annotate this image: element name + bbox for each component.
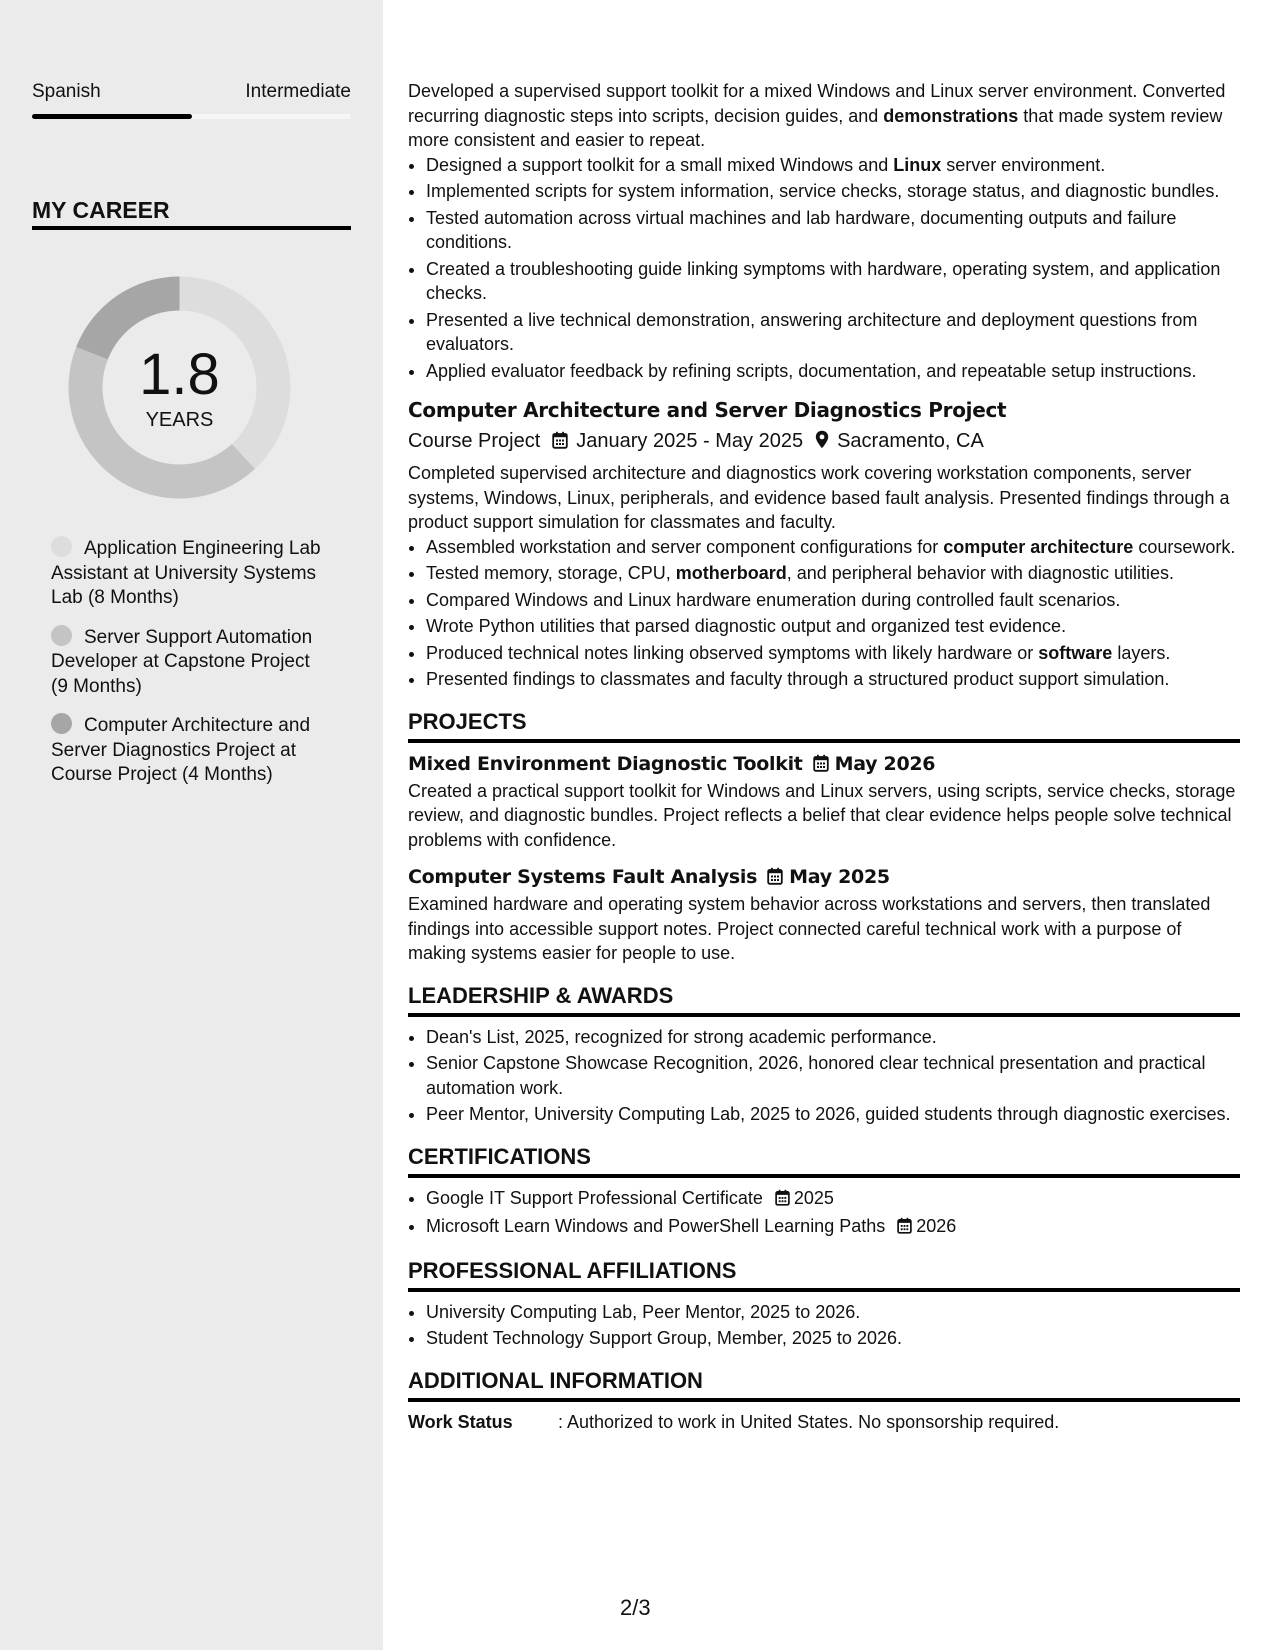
main-content [408, 0, 1240, 1434]
certification-year: 2025 [793, 1187, 834, 1208]
project-name: Computer Systems Fault Analysis [408, 866, 758, 888]
calendar-icon [552, 429, 568, 457]
experience-bullets [408, 153, 1240, 384]
list-item: • University Computing Lab, Peer Mentor, 2025 to 2026. [426, 1300, 1240, 1325]
bullet-item: • Tested automation across virtual machines and lab hardware, documenting outputs and failure conditions. [426, 206, 1240, 255]
bullet-item: • Implemented scripts for system information, service checks, storage status, and diagnostic bundles. [426, 179, 1240, 204]
career-legend-item [51, 713, 331, 788]
text-run: , and peripheral behavior with diagnostic utilities. [786, 563, 1174, 583]
career-legend-label: Application Engineering Lab Assistant at University Systems Lab (8 Months) [51, 538, 321, 608]
project-date: May 2026 [834, 752, 936, 775]
project-description: Created a practical support toolkit for Windows and Linux servers, using scripts, service checks, storage review, and diagnostic bundles. Project reflects a belief that clear evidence helps people solve technical problems with confidence. [408, 780, 1236, 850]
keyword: software [1038, 642, 1113, 663]
affiliations-heading: PROFESSIONAL AFFILIATIONS [408, 1257, 1240, 1292]
keyword: Linux [893, 154, 942, 175]
certification-name: Microsoft Learn Windows and PowerShell Learning Paths [426, 1216, 886, 1236]
language-proficiency-fill [32, 114, 192, 119]
bullet-item [426, 535, 1240, 560]
career-legend-label: Computer Architecture and Server Diagnostics Project at Course Project (4 Months) [51, 715, 311, 785]
certification-year: 2026 [916, 1216, 957, 1236]
map-pin-icon [815, 429, 829, 457]
legend-dot-icon [51, 625, 72, 646]
keyword: computer architecture [943, 536, 1134, 557]
experience-entry-meta [408, 427, 1240, 457]
project-title [408, 864, 1240, 892]
keyword: demonstrations [883, 105, 1019, 126]
bullet-item [426, 561, 1240, 586]
language-proficiency-bar [32, 114, 351, 119]
text-run: server environment. [941, 154, 1106, 175]
bullet-item: • Applied evaluator feedback by refining scripts, documentation, and repeatable setup instructions. [426, 359, 1240, 384]
project-date: May 2025 [789, 866, 890, 888]
list-item: • Dean's List, 2025, recognized for strong academic performance. [426, 1025, 1240, 1050]
affiliations-list [408, 1300, 1240, 1351]
work-status-row [408, 1410, 1240, 1435]
additional-heading: ADDITIONAL INFORMATION [408, 1367, 1240, 1402]
text-run: that made system review more consistent and easier to repeat. [408, 105, 1223, 150]
bullet-item: • Presented a live technical demonstration, answering architecture and deployment questions from evaluators. [426, 308, 1240, 357]
leadership-list [408, 1025, 1240, 1127]
text-run: Designed a support toolkit for a small mixed Windows and [426, 154, 894, 175]
text-run: Produced technical notes linking observed symptoms with likely hardware or [426, 642, 1039, 663]
keyword: motherboard [675, 563, 787, 583]
work-status-value: : Authorized to work in United States. No sponsorship required. [558, 1411, 1060, 1432]
legend-dot-icon [51, 536, 72, 557]
entry-dates: January 2025 - May 2025 [576, 430, 804, 452]
experience-entry-summary: Completed supervised architecture and diagnostics work covering workstation components, server systems, Windows, Linux, peripherals, and evidence based fault analysis. Presented findings through a product support simulation for classmates and faculty. [408, 463, 1230, 532]
language-level: Intermediate [245, 81, 351, 102]
experience-entry-title: Computer Architecture and Server Diagnostics Project [408, 398, 1007, 422]
page-number: 2/3 [620, 1595, 651, 1620]
experience-entry-bullets [408, 535, 1240, 692]
bullet-item [426, 153, 1240, 178]
text-run: layers. [1112, 642, 1171, 663]
career-total-unit: YEARS [145, 409, 214, 431]
project-description: Examined hardware and operating system behavior across workstations and servers, then translated findings into accessible support notes. Project connected careful technical work with a purpose of making systems easier for people to use. [408, 894, 1211, 963]
list-item: • Senior Capstone Showcase Recognition, 2026, honored clear technical presentation and practical automation work. [426, 1051, 1240, 1100]
text-run: Assembled workstation and server component configurations for [426, 536, 944, 557]
bullet-item: • Wrote Python utilities that parsed diagnostic output and organized test evidence. [426, 614, 1240, 639]
certification-item [426, 1186, 1240, 1213]
language-row [32, 80, 351, 104]
calendar-icon [897, 1216, 912, 1241]
list-item: • Student Technology Support Group, Member, 2025 to 2026. [426, 1326, 1240, 1351]
bullet-item: • Presented findings to classmates and faculty through a structured product support simulation. [426, 667, 1240, 692]
work-status-label: Work Status [408, 1411, 513, 1432]
career-heading: MY CAREER [32, 196, 351, 230]
entry-organization: Course Project [408, 430, 541, 452]
entry-location: Sacramento, CA [837, 430, 984, 452]
sidebar [0, 0, 383, 1650]
leadership-heading: LEADERSHIP & AWARDS [408, 982, 1240, 1017]
calendar-icon [767, 866, 783, 892]
project-title [408, 751, 1240, 779]
certifications-list [408, 1186, 1240, 1241]
certification-item [426, 1214, 1240, 1241]
experience-summary [408, 79, 1240, 153]
career-legend-item [51, 625, 331, 700]
language-name: Spanish [32, 81, 101, 102]
bullet-item [426, 641, 1240, 666]
list-item: • Peer Mentor, University Computing Lab, 2025 to 2026, guided students through diagnostic exercises. [426, 1102, 1240, 1127]
career-total-value: 1.8 [139, 342, 220, 407]
projects-heading: PROJECTS [408, 708, 1240, 743]
certification-name: Google IT Support Professional Certificate [426, 1187, 763, 1208]
calendar-icon [813, 753, 829, 779]
legend-dot-icon [51, 713, 72, 734]
career-legend-label: Server Support Automation Developer at Capstone Project (9 Months) [51, 626, 313, 697]
bullet-item: • Created a troubleshooting guide linking symptoms with hardware, operating system, and application checks. [426, 257, 1240, 306]
bullet-item: • Compared Windows and Linux hardware enumeration during controlled fault scenarios. [426, 588, 1240, 613]
text-run: Tested memory, storage, CPU, [426, 563, 676, 583]
text-run: coursework. [1133, 536, 1236, 557]
career-legend-item [51, 536, 331, 611]
text-run: Developed a supervised support toolkit for a mixed Windows and Linux server environment. Converted recurring diagnostic steps into scripts, decision guides, and [408, 81, 1226, 126]
project-name: Mixed Environment Diagnostic Toolkit [408, 752, 803, 775]
certifications-heading: CERTIFICATIONS [408, 1143, 1240, 1178]
calendar-icon [775, 1188, 790, 1213]
career-legend [51, 536, 331, 802]
career-donut-chart [67, 275, 292, 500]
